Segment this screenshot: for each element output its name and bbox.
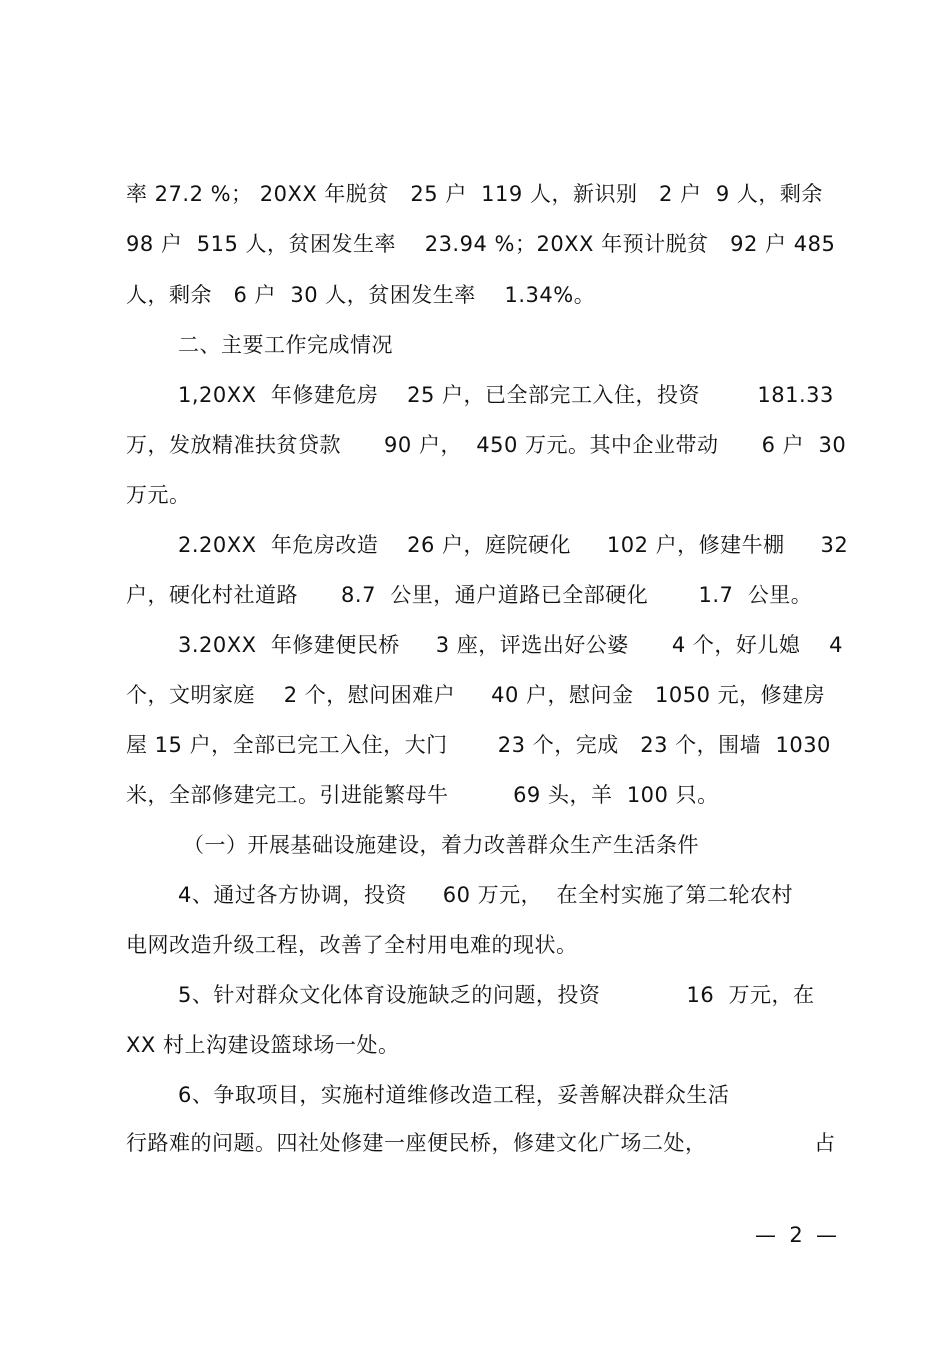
- item-1-line-2: 万，发放精准扶贫贷款 90 户， 450 万元。其中企业带动 6 户 30: [126, 433, 847, 457]
- item-3-line-4: 米，全部修建完工。引进能繁母牛 69 头，羊 100 只。: [126, 783, 719, 807]
- item-2-line-1: 2.20XX 年危房改造 26 户，庭院硬化 102 户，修建牛棚 32: [178, 533, 849, 557]
- item-6-line-1: 6、争取项目，实施村道维修改造工程，妥善解决群众生活: [178, 1083, 730, 1107]
- item-2-line-2: 户，硬化村社道路 8.7 公里，通户道路已全部硬化 1.7 公里。: [126, 583, 813, 607]
- item-4-line-1: 4、通过各方协调，投资 60 万元， 在全村实施了第二轮农村: [178, 883, 793, 907]
- item-3-line-3: 屋 15 户，全部已完工入住，大门 23 个，完成 23 个，围墙 1030: [126, 733, 831, 757]
- item-6-line-2: 行路难的问题。四社处修建一座便民桥，修建文化广场二处， 占: [126, 1131, 836, 1155]
- item-3-line-1: 3.20XX 年修建便民桥 3 座，评选出好公婆 4 个，好儿媳 4: [178, 633, 843, 657]
- section-heading: 二、主要工作完成情况: [178, 333, 393, 357]
- subsection-heading: （一）开展基础设施建设，着力改善群众生产生活条件: [183, 833, 699, 857]
- item-4-line-2: 电网改造升级工程，改善了全村用电难的现状。: [126, 933, 578, 957]
- item-1-line-1: 1,20XX 年修建危房 25 户，已全部完工入住，投资 181.33: [178, 383, 834, 407]
- item-3-line-2: 个，文明家庭 2 个，慰问困难户 40 户，慰问金 1050 元，修建房: [126, 683, 826, 707]
- text-line-1: 率 27.2 %； 20XX 年脱贫 25 户 119 人，新识别 2 户 9 人，剩余: [126, 182, 823, 206]
- text-line-3: 人，剩余 6 户 30 人，贫困发生率 1.34%。: [126, 283, 596, 307]
- item-1-line-3: 万元。: [126, 483, 191, 507]
- item-5-line-1: 5、针对群众文化体育设施缺乏的问题，投资 16 万元，在: [178, 983, 815, 1007]
- page-number: — 2 —: [755, 1223, 838, 1247]
- item-5-line-2: XX 村上沟建设篮球场一处。: [126, 1033, 400, 1057]
- text-line-2: 98 户 515 人，贫困发生率 23.94 %；20XX 年预计脱贫 92 户 485: [126, 232, 836, 256]
